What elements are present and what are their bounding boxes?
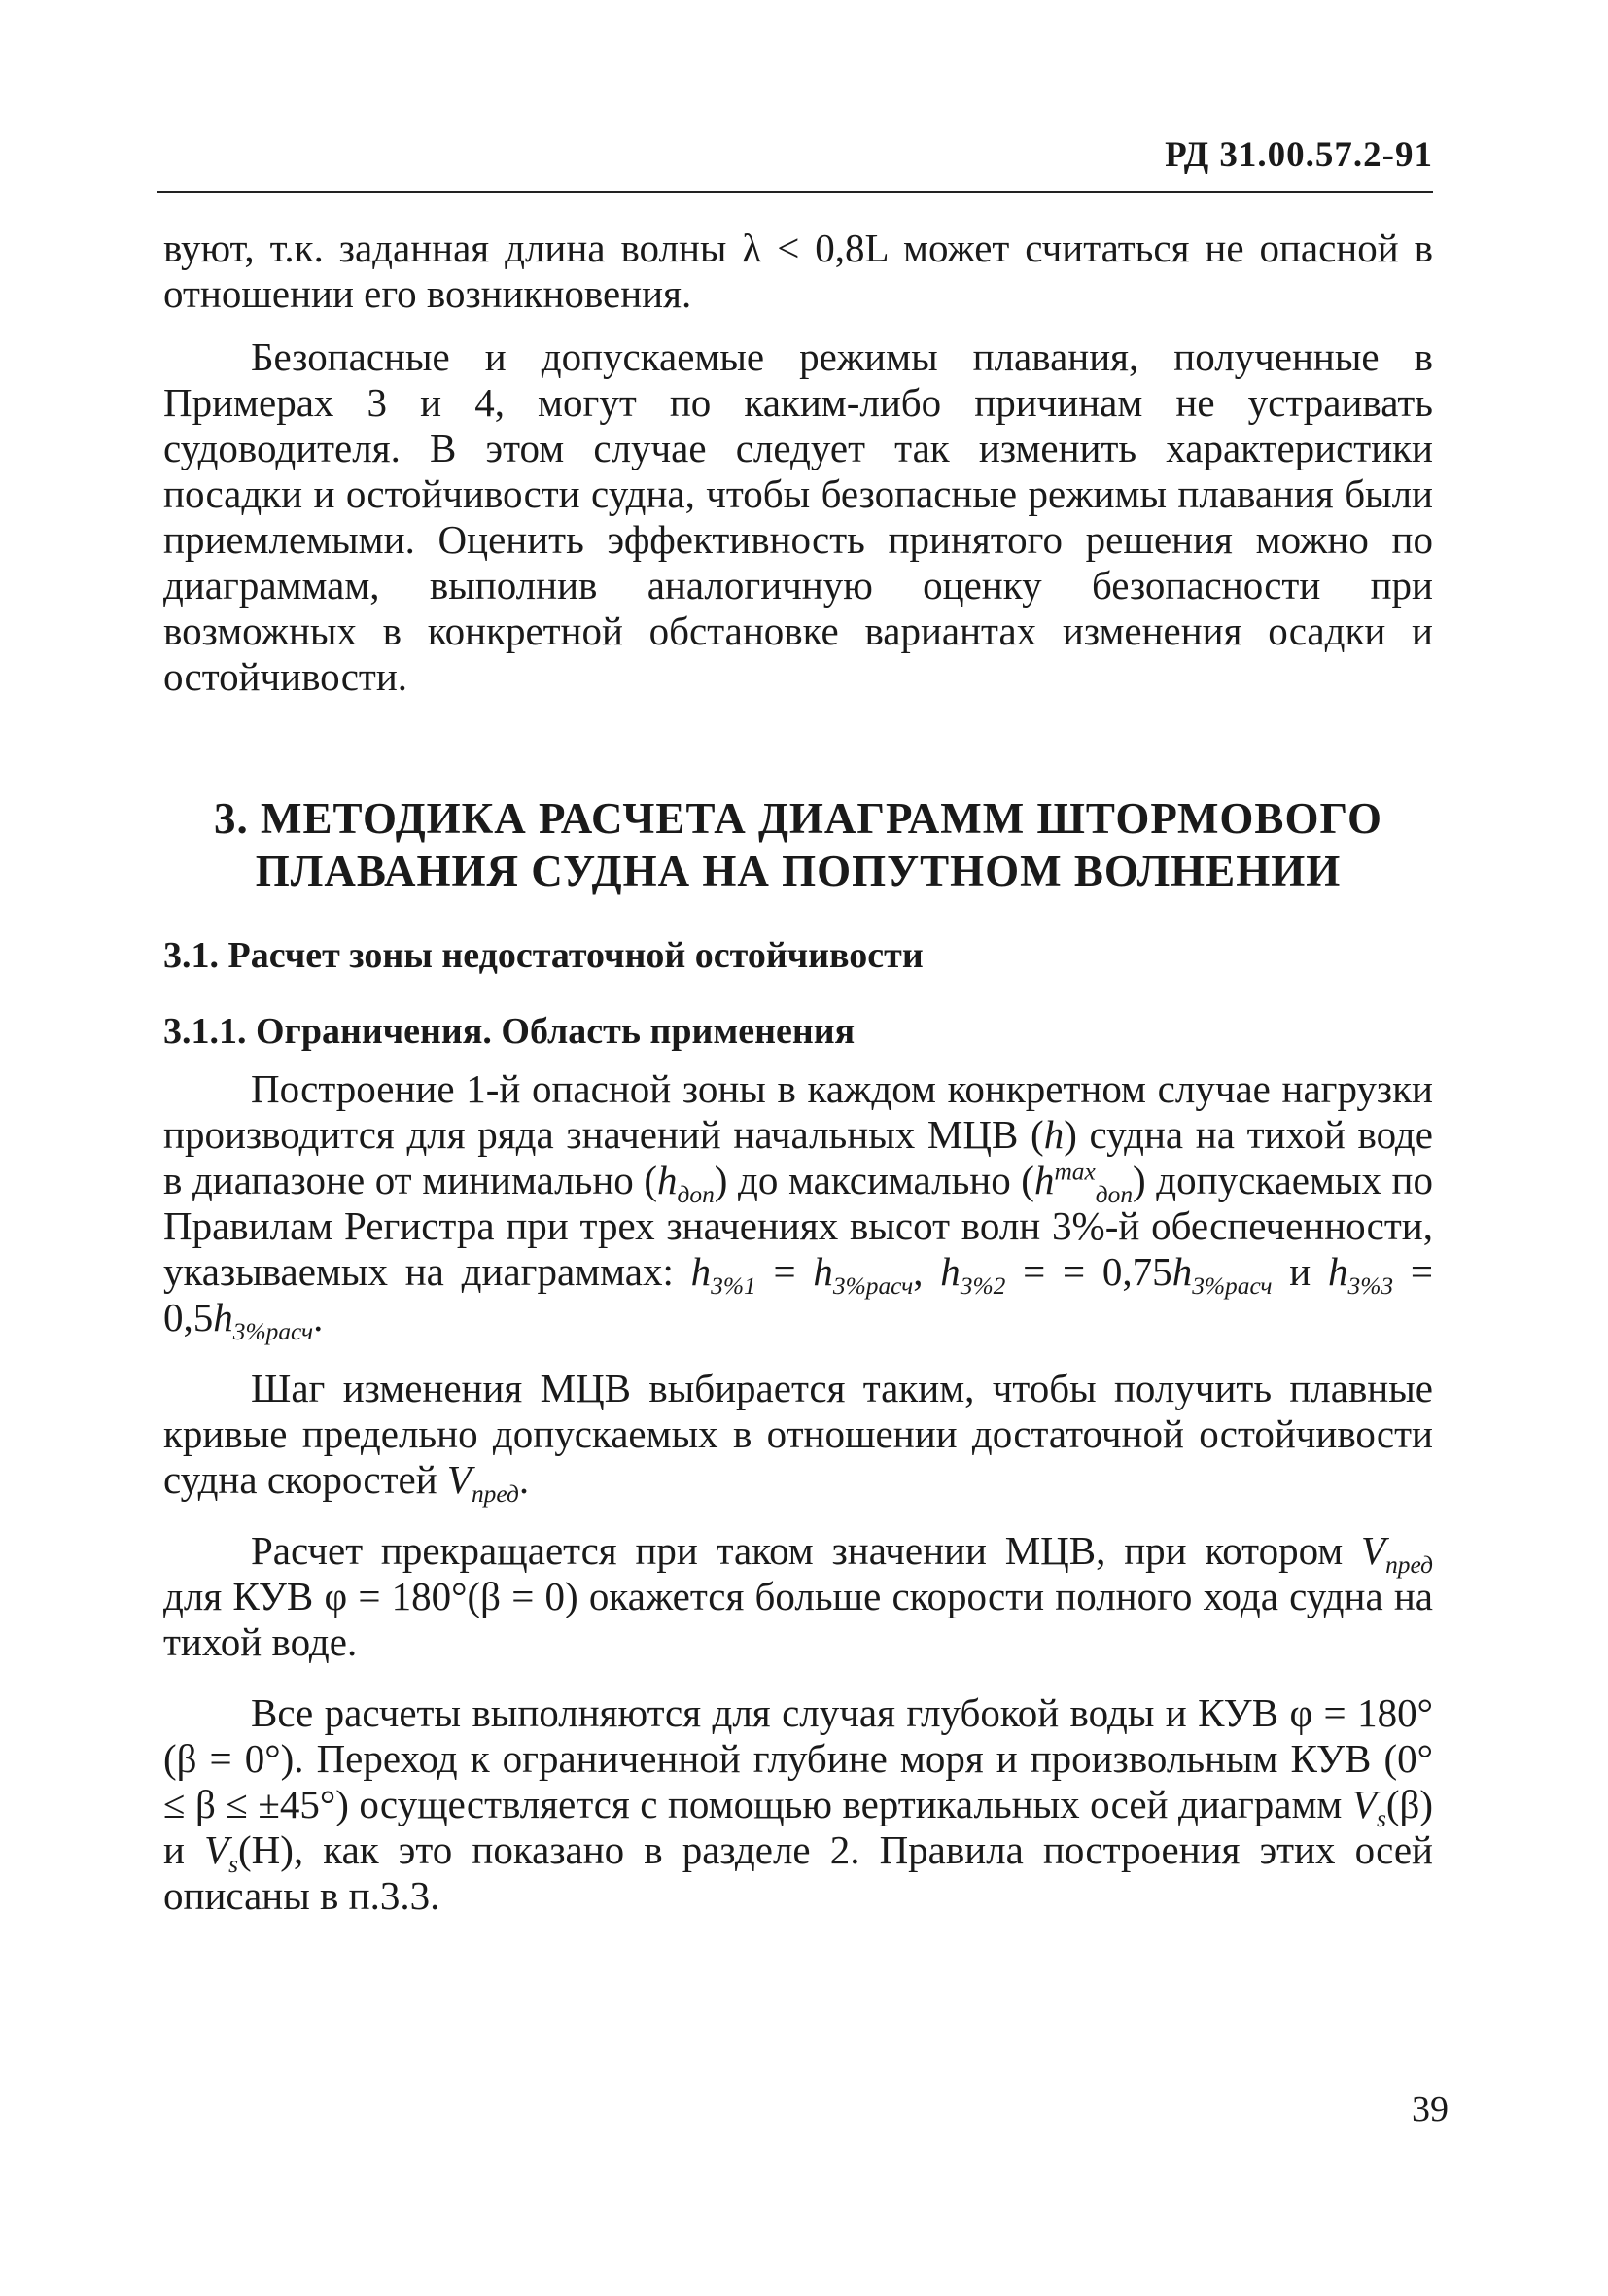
text-run: Расчет прекращается при таком значении МЦВ, при котором [251, 1528, 1362, 1573]
text-run: Шаг изменения МЦВ выбирается таким, чтобы получить плавные кривые предельно допускаемых в отношении достаточной остойчивости судна скоростей [163, 1366, 1433, 1502]
math-h-3-rasch [213, 1295, 314, 1346]
text-run: ) судна на тихой воде в диапазоне от минимально ( [163, 1112, 1433, 1202]
math-v-pred [446, 1457, 519, 1509]
math-symbol: V [204, 1827, 229, 1872]
math-h-3-rasch [1171, 1249, 1273, 1301]
page-number: 39 [1412, 2089, 1449, 2130]
text-run: Построение 1-й опасной зоны в каждом конкретном случае нагрузки производится для ряда значений начальных МЦВ ( [163, 1066, 1433, 1157]
math-h-3-rasch [813, 1249, 914, 1301]
text-run: . [518, 1457, 530, 1502]
subscript: 3%расч [232, 1318, 314, 1346]
superscript: max [1054, 1158, 1096, 1186]
paragraph-calculations [163, 1690, 1433, 1919]
text-run: = 0,5 [163, 1249, 1434, 1339]
math-v-s [204, 1827, 238, 1879]
text-run: = = 0,75 [1005, 1249, 1172, 1294]
text-run: = [755, 1249, 814, 1294]
text-run: , [913, 1249, 941, 1294]
math-symbol: h [1171, 1249, 1193, 1294]
paragraph-step [163, 1366, 1433, 1509]
page-content [163, 226, 1433, 1919]
subscript: доп [677, 1181, 715, 1209]
math-symbol: V [446, 1457, 472, 1502]
paragraph-continuation: вуют, т.к. заданная длина волны λ < 0,8L может считаться не опасной в отношении его возникновения. [163, 226, 1433, 316]
math-h-dop [657, 1158, 715, 1209]
subscript: 3%3 [1347, 1272, 1394, 1301]
subscript: 3%расч [1192, 1272, 1273, 1301]
math-symbol: h [813, 1249, 833, 1294]
math-h-3-1 [690, 1249, 756, 1301]
subscript: пред [1385, 1551, 1433, 1580]
text-run: . [313, 1295, 324, 1339]
subscript: 3%1 [711, 1272, 756, 1301]
text-run: , как это показано в разделе 2. Правила построения этих осей описаны в п.3.3. [163, 1827, 1433, 1918]
header-rule [157, 191, 1433, 193]
paragraph-construction [163, 1066, 1434, 1346]
math-symbol: h [690, 1249, 712, 1294]
text-run: и [163, 1827, 205, 1872]
math-symbol: h [940, 1249, 961, 1294]
paragraph-stop [163, 1528, 1433, 1665]
math-symbol: h [213, 1295, 233, 1339]
document-code: РД 31.00.57.2-91 [1165, 135, 1433, 175]
math-symbol: h [1033, 1158, 1055, 1202]
math-v-s [1351, 1782, 1386, 1833]
math-symbol: V [1351, 1782, 1377, 1826]
text-run: ) допускаемых по Правилам Регистра при трех значениях высот волн 3%-й обеспеченности, указываемых на диаграммах: [163, 1158, 1434, 1294]
paragraph-safe-modes: Безопасные и допускаемые режимы плавания, полученные в Примерах 3 и 4, могут по каким-либо причинам не устраивать судоводителя. В этом случае следует так изменить характеристики посадки и остойчивости судна, чтобы безопасные режимы плавания были приемлемыми. Оценить эффективность принятого решения можно по диаграммам, выполнив аналогичную оценку безопасности при возможных в конкретной обстановке вариантах изменения осадки и остойчивости. [163, 334, 1433, 699]
text-run: (β) [1385, 1782, 1433, 1826]
math-h-3-2 [940, 1249, 1006, 1301]
subscript: пред [471, 1480, 519, 1509]
subscript: 3%2 [960, 1272, 1006, 1301]
math-symbol: V [1361, 1528, 1386, 1573]
subscript: доп [1095, 1181, 1134, 1209]
section-title-line-2: ПЛАВАНИЯ СУДНА НА ПОПУТНОМ ВОЛНЕНИИ [255, 847, 1342, 895]
math-v-pred [1361, 1528, 1433, 1580]
math-symbol: h [657, 1158, 678, 1202]
text-run: и [1272, 1249, 1329, 1294]
subsubsection-title: 3.1.1. Ограничения. Область применения [163, 1011, 856, 1052]
math-symbol: h [1328, 1249, 1348, 1294]
text-run: для КУВ φ = 180°(β = 0) окажется больше скорости полного хода судна на тихой воде. [163, 1574, 1433, 1664]
text-run: ) до максимально ( [714, 1158, 1034, 1202]
math-h: h [1043, 1112, 1065, 1157]
section-title-line-1: 3. МЕТОДИКА РАСЧЕТА ДИАГРАММ ШТОРМОВОГО [214, 794, 1382, 843]
subscript: s [228, 1851, 238, 1879]
section-title [163, 792, 1433, 897]
text-run: Все расчеты выполняются для случая глубокой воды и КУВ φ = 180°(β = 0°). Переход к ограниченной глубине моря и произвольным КУВ (0° ≤ β ≤ ±45°) осуществляется с помощью вертикальных осей диаграмм [163, 1690, 1433, 1826]
math-h-3-3 [1328, 1249, 1394, 1301]
math-h-dop-max [1033, 1158, 1134, 1209]
subsection-title: 3.1. Расчет зоны недостаточной остойчивости [163, 935, 924, 976]
subscript: 3%расч [832, 1272, 914, 1301]
text-run: (H) [238, 1827, 294, 1872]
subscript: s [1376, 1805, 1386, 1833]
